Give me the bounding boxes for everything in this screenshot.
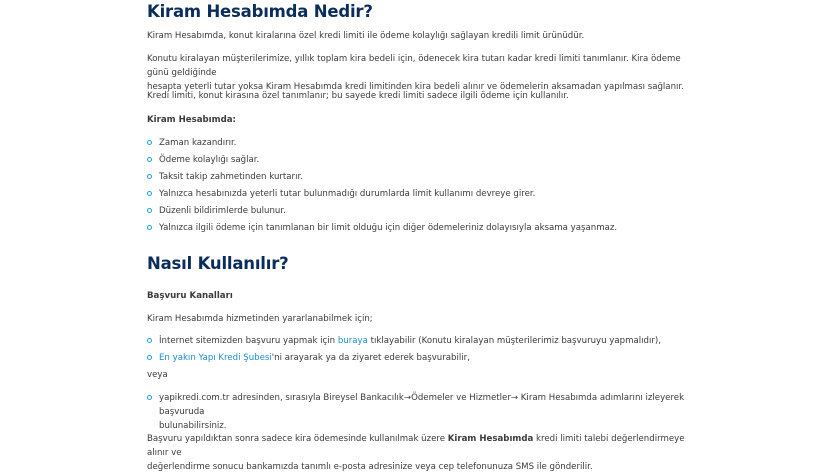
- channels-list-web: [147, 391, 687, 433]
- paragraph-definition: Kiram Hesabımda, konut kiralarına özel kredi limiti ile ödeme kolaylığı sağlayan kredili limit ürünüdür.: [147, 31, 585, 41]
- paragraph-line: Başvuru yapıldıktan sonra sadece kira ödemesinde kullanılmak üzere Kiram Hesabımda kredi limiti talebi değerlendirmeye alınır ve: [147, 434, 685, 458]
- paragraph-line: Konutu kiralayan müşterilerimize, yıllık toplam kira bedeli için, ödenecek kira tutarı kadar kredi limiti tanımlanır. Kira ödeme günü geldiğinde: [147, 54, 681, 78]
- bullet-icon: [147, 191, 152, 196]
- list-item-website: yapikredi.com.tr adresinden, sırasıyla Bireysel Bankacılık→Ödemeler ve Hizmetler→ Kiram Hesabımda adımlarını izleyerek başvuruda bulunabilirsiniz.: [147, 391, 687, 433]
- paragraph-limit-usage: Kredi limiti, konut kirasına özel tanımlanır; bu sayede kredi limiti sadece ilgili ödeme için kullanılır.: [147, 91, 569, 101]
- list-item: Yalnızca ilgili ödeme için tanımlanan bir limit olduğu için diğer ödemeleriniz dolayısıyla aksama yaşanmaz.: [147, 221, 687, 238]
- or-text: veya: [147, 370, 168, 380]
- benefits-subheading: Kiram Hesabımda:: [147, 115, 236, 125]
- paragraph-line: değerlendirme sonucu bankamızda tanımlı e-posta adresinize veya cep telefonunuza SMS ile gönderilir.: [147, 462, 593, 472]
- channels-list: [147, 334, 687, 368]
- bullet-icon: [147, 174, 152, 179]
- paragraph-limit-info: [147, 52, 687, 94]
- bullet-icon: [147, 157, 152, 162]
- apply-online-link[interactable]: buraya: [337, 336, 368, 346]
- section-title-what-is: Kiram Hesabımda Nedir?: [147, 2, 373, 21]
- section-title-how-to-use: Nasıl Kullanılır?: [147, 254, 289, 273]
- list-item: Ödeme kolaylığı sağlar.: [147, 153, 687, 170]
- bullet-icon: [147, 355, 152, 360]
- paragraph-after-application: [147, 432, 687, 474]
- list-item-branch: En yakın Yapı Kredi Şubesi'ni arayarak ya da ziyaret ederek başvurabilir,: [147, 351, 687, 368]
- bullet-icon: [147, 395, 152, 400]
- product-name-bold: Kiram Hesabımda: [447, 434, 534, 444]
- list-item: Zaman kazandırır.: [147, 136, 687, 153]
- channels-subheading: Başvuru Kanalları: [147, 291, 233, 301]
- list-item: Düzenli bildirimlerde bulunur.: [147, 204, 687, 221]
- list-item: Yalnızca hesabınızda yeterli tutar bulunmadığı durumlarda limit kullanımı devreye girer.: [147, 187, 687, 204]
- paragraph-line: hesapta yeterli tutar yoksa Kiram Hesabımda kredi limitinden kira bedeli alınır ve ödemelerin aksamadan yapılması sağlanır.: [147, 82, 684, 92]
- bullet-icon: [147, 208, 152, 213]
- nearest-branch-link[interactable]: En yakın Yapı Kredi Şubesi: [159, 353, 272, 363]
- bullet-icon: [147, 225, 152, 230]
- list-item-online: İnternet sitemizden başvuru yapmak için buraya tıklayabilir (Konutu kiralayan müşterilerimiz başvuruyu yapmalıdır),: [147, 334, 687, 351]
- bullet-icon: [147, 140, 152, 145]
- benefits-list: [147, 136, 687, 238]
- bullet-icon: [147, 338, 152, 343]
- channels-intro: Kiram Hesabımda hizmetinden yararlanabilmek için;: [147, 314, 373, 324]
- list-item: Taksit takip zahmetinden kurtarır.: [147, 170, 687, 187]
